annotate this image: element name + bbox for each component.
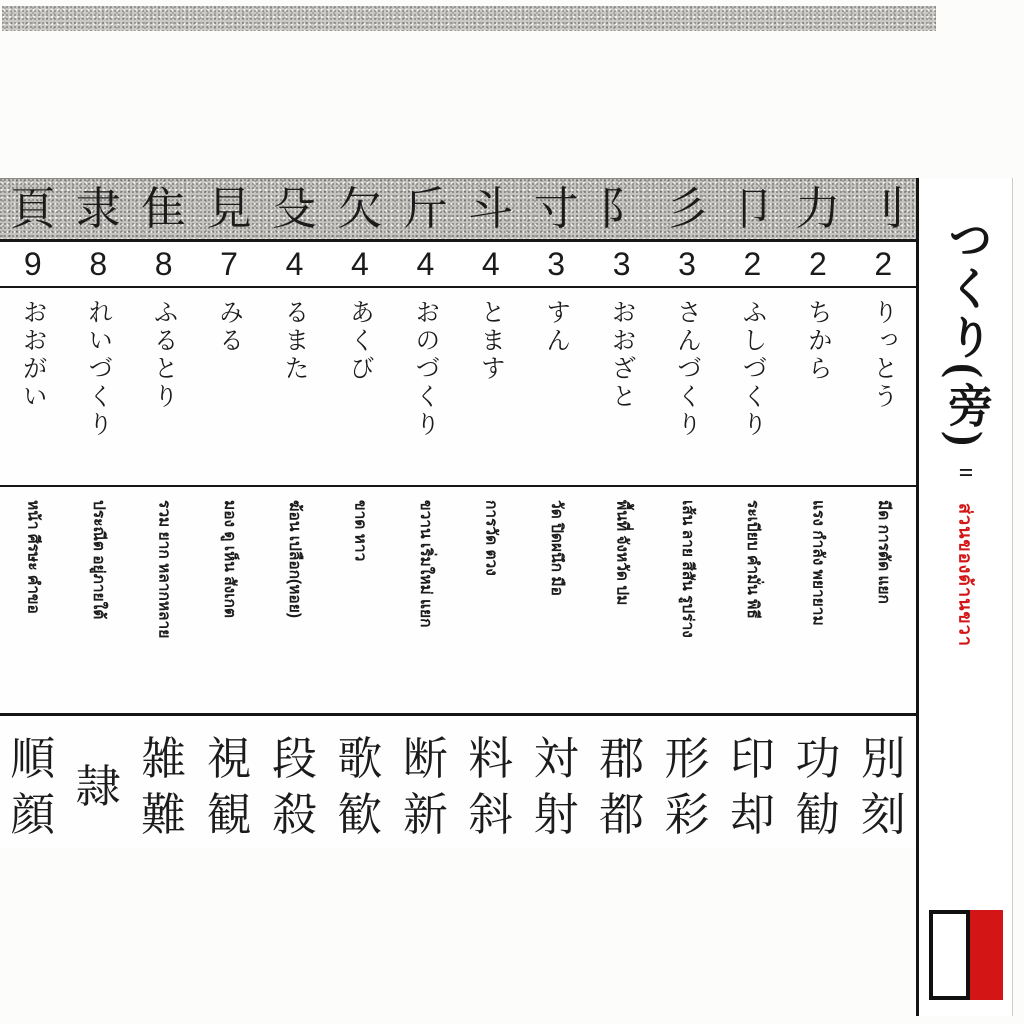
stroke-count: 4: [416, 245, 435, 282]
example-kanji: 料: [468, 733, 514, 784]
example-kanji-cell: [523, 716, 588, 848]
stroke-count: 3: [678, 245, 696, 282]
radical-glyph: 斗: [468, 183, 514, 234]
kana-text: ふしづくり: [738, 299, 766, 439]
stroke-count: 9: [23, 245, 42, 282]
example-kanji-cell: [393, 716, 458, 848]
kana-text: るまた: [280, 299, 308, 383]
kana-text: とます: [477, 299, 505, 383]
example-kanji-cell: [131, 716, 196, 848]
stroke-count: 7: [220, 245, 238, 282]
example-kanji: 形: [664, 733, 710, 784]
row-kana-names: [0, 288, 916, 487]
thai-text: ขวาน เริ่มใหม่ แยก: [417, 500, 435, 628]
position-icon-right-half-red: [970, 910, 1003, 1000]
example-kanji-cell: [0, 716, 65, 848]
kana-text: ふるとり: [150, 299, 178, 411]
thai-text: การวัด ตวง: [482, 500, 500, 576]
example-kanji-cell: [654, 716, 719, 848]
example-kanji: 印: [729, 733, 775, 784]
radical-thai-meaning: [785, 487, 850, 713]
equals-sign: =: [951, 457, 981, 487]
kana-text: りっとう: [869, 299, 897, 411]
scan-artifact-band: [2, 6, 936, 31]
example-kanji: 段: [271, 733, 317, 784]
example-kanji-cell: [458, 716, 523, 848]
example-kanji: 別: [860, 733, 906, 784]
example-kanji: 難: [141, 789, 187, 840]
radical-glyph: 隹: [141, 183, 187, 234]
example-kanji: 歌: [337, 733, 383, 784]
kana-text: さんづくり: [673, 299, 701, 439]
row-example-kanji: [0, 716, 916, 848]
example-kanji: 観: [206, 789, 252, 840]
kana-text: おおがい: [19, 299, 47, 411]
radical-thai-meaning: [0, 487, 65, 713]
stroke-count: 2: [808, 245, 827, 282]
radical-kana-name: [785, 288, 850, 485]
radical-kana-name: [851, 288, 916, 485]
radical-kana-name: [262, 288, 327, 485]
radical-kana-name: [66, 288, 131, 485]
thai-text: ฆ้อน เปลือก(หอย): [286, 500, 304, 618]
example-kanji: 新: [402, 789, 448, 840]
example-kanji-cell: [262, 716, 327, 848]
radical-glyph: 力: [795, 183, 841, 234]
example-kanji: 彩: [664, 789, 710, 840]
example-kanji: 却: [729, 789, 775, 840]
example-kanji: 視: [206, 733, 252, 784]
thai-text: เส้น ลาย สีสัน รูปร่าง: [678, 500, 696, 638]
radical-glyph: 刂: [860, 183, 906, 234]
thai-text: รวม ยาก หลากหลาย: [155, 500, 173, 639]
radical-kana-name: [720, 288, 785, 485]
radical-kana-name: [523, 288, 588, 485]
position-icon-left-half-white: [929, 910, 970, 1000]
example-kanji: 斜: [468, 789, 514, 840]
stroke-count: 4: [481, 245, 500, 282]
radical-kana-name: [458, 288, 523, 485]
thai-text: วัด ปิดผนึก มือ: [547, 500, 565, 596]
example-kanji: 射: [533, 789, 579, 840]
thai-text: ประณีต อยู่ภายใต้: [89, 500, 107, 620]
radical-glyph: 殳: [271, 183, 317, 234]
stroke-count: 3: [612, 245, 631, 282]
kana-text: おおざと: [608, 299, 636, 411]
thai-text: หน้า ศีรษะ คำขอ: [24, 500, 42, 614]
radical-thai-meaning: [523, 487, 588, 713]
stroke-count: 3: [547, 245, 566, 282]
thai-text: ขาด หาว: [351, 500, 369, 562]
radical-thai-meaning: [131, 487, 196, 713]
kana-text: すん: [542, 299, 570, 355]
thai-text: พื้นที่ จังหวัด ปม: [613, 500, 631, 606]
example-kanji: 郡: [599, 733, 645, 784]
radical-thai-meaning: [196, 487, 261, 713]
example-kanji-cell: [851, 716, 916, 848]
radical-glyph: 欠: [337, 183, 383, 234]
example-kanji: 都: [599, 789, 645, 840]
section-title-japanese: つくり(旁): [941, 216, 991, 450]
thai-text: มีด การตัด แยก: [875, 500, 893, 604]
example-kanji: 対: [533, 733, 579, 784]
radical-kana-name: [393, 288, 458, 485]
example-kanji: 殺: [271, 789, 317, 840]
radical-thai-meaning: [589, 487, 654, 713]
example-kanji: 勧: [795, 789, 841, 840]
radical-kana-name: [327, 288, 392, 485]
radical-kana-name: [0, 288, 65, 485]
thai-text: แรง กำลัง พยายาม: [809, 500, 827, 626]
stroke-count: 2: [874, 245, 893, 282]
row-thai-meanings: [0, 487, 916, 716]
example-kanji: 刻: [860, 789, 906, 840]
radical-glyph: 彡: [664, 183, 710, 234]
kana-text: れいづくり: [84, 299, 112, 439]
example-kanji-cell: [589, 716, 654, 848]
radical-glyph: 隶: [75, 183, 121, 234]
radical-glyph: 寸: [533, 183, 579, 234]
example-kanji-cell: [785, 716, 850, 848]
thai-text: มอง ดู เห็น สังเกต: [220, 500, 238, 618]
example-kanji: 歓: [337, 789, 383, 840]
radical-thai-meaning: [393, 487, 458, 713]
radical-kana-name: [589, 288, 654, 485]
example-kanji: 雑: [141, 733, 187, 784]
example-kanji: 断: [402, 733, 448, 784]
example-kanji-cell: [66, 716, 131, 848]
tsukuri-radical-table: [0, 178, 916, 848]
stroke-count: 2: [743, 245, 762, 282]
stroke-count: 4: [285, 245, 304, 282]
radical-position-icon: [929, 910, 1003, 1000]
row-radical-glyphs: [0, 178, 916, 242]
kana-text: みる: [215, 299, 243, 355]
radical-glyph: 頁: [10, 183, 56, 234]
section-title-thai: ส่วนของด้านขวา: [955, 502, 976, 647]
radical-thai-meaning: [458, 487, 523, 713]
radical-thai-meaning: [327, 487, 392, 713]
example-kanji-cell: [720, 716, 785, 848]
thai-text: ระเบียบ คำมั่น พิธี: [744, 500, 762, 619]
row-stroke-counts: [0, 242, 916, 288]
radical-glyph: 斤: [402, 183, 448, 234]
kana-text: ちから: [804, 299, 832, 383]
stroke-count: 8: [154, 245, 173, 282]
radical-thai-meaning: [66, 487, 131, 713]
example-kanji: 顔: [10, 789, 56, 840]
radical-kana-name: [654, 288, 719, 485]
radical-kana-name: [131, 288, 196, 485]
example-kanji: 隷: [75, 761, 121, 812]
radical-glyph: 見: [206, 183, 252, 234]
radical-thai-meaning: [851, 487, 916, 713]
example-kanji-cell: [327, 716, 392, 848]
example-kanji-cell: [196, 716, 261, 848]
example-kanji: 順: [10, 733, 56, 784]
stroke-count: 4: [351, 245, 369, 282]
radical-kana-name: [196, 288, 261, 485]
radical-thai-meaning: [262, 487, 327, 713]
radical-glyph: 阝: [599, 183, 645, 234]
stroke-count: 8: [89, 245, 108, 282]
kana-text: おのづくり: [411, 299, 439, 439]
radical-thai-meaning: [720, 487, 785, 713]
radical-thai-meaning: [654, 487, 719, 713]
radical-glyph: 卩: [729, 183, 775, 234]
kana-text: あくび: [346, 299, 374, 383]
example-kanji: 功: [795, 733, 841, 784]
section-sidebar: [916, 178, 1013, 1016]
